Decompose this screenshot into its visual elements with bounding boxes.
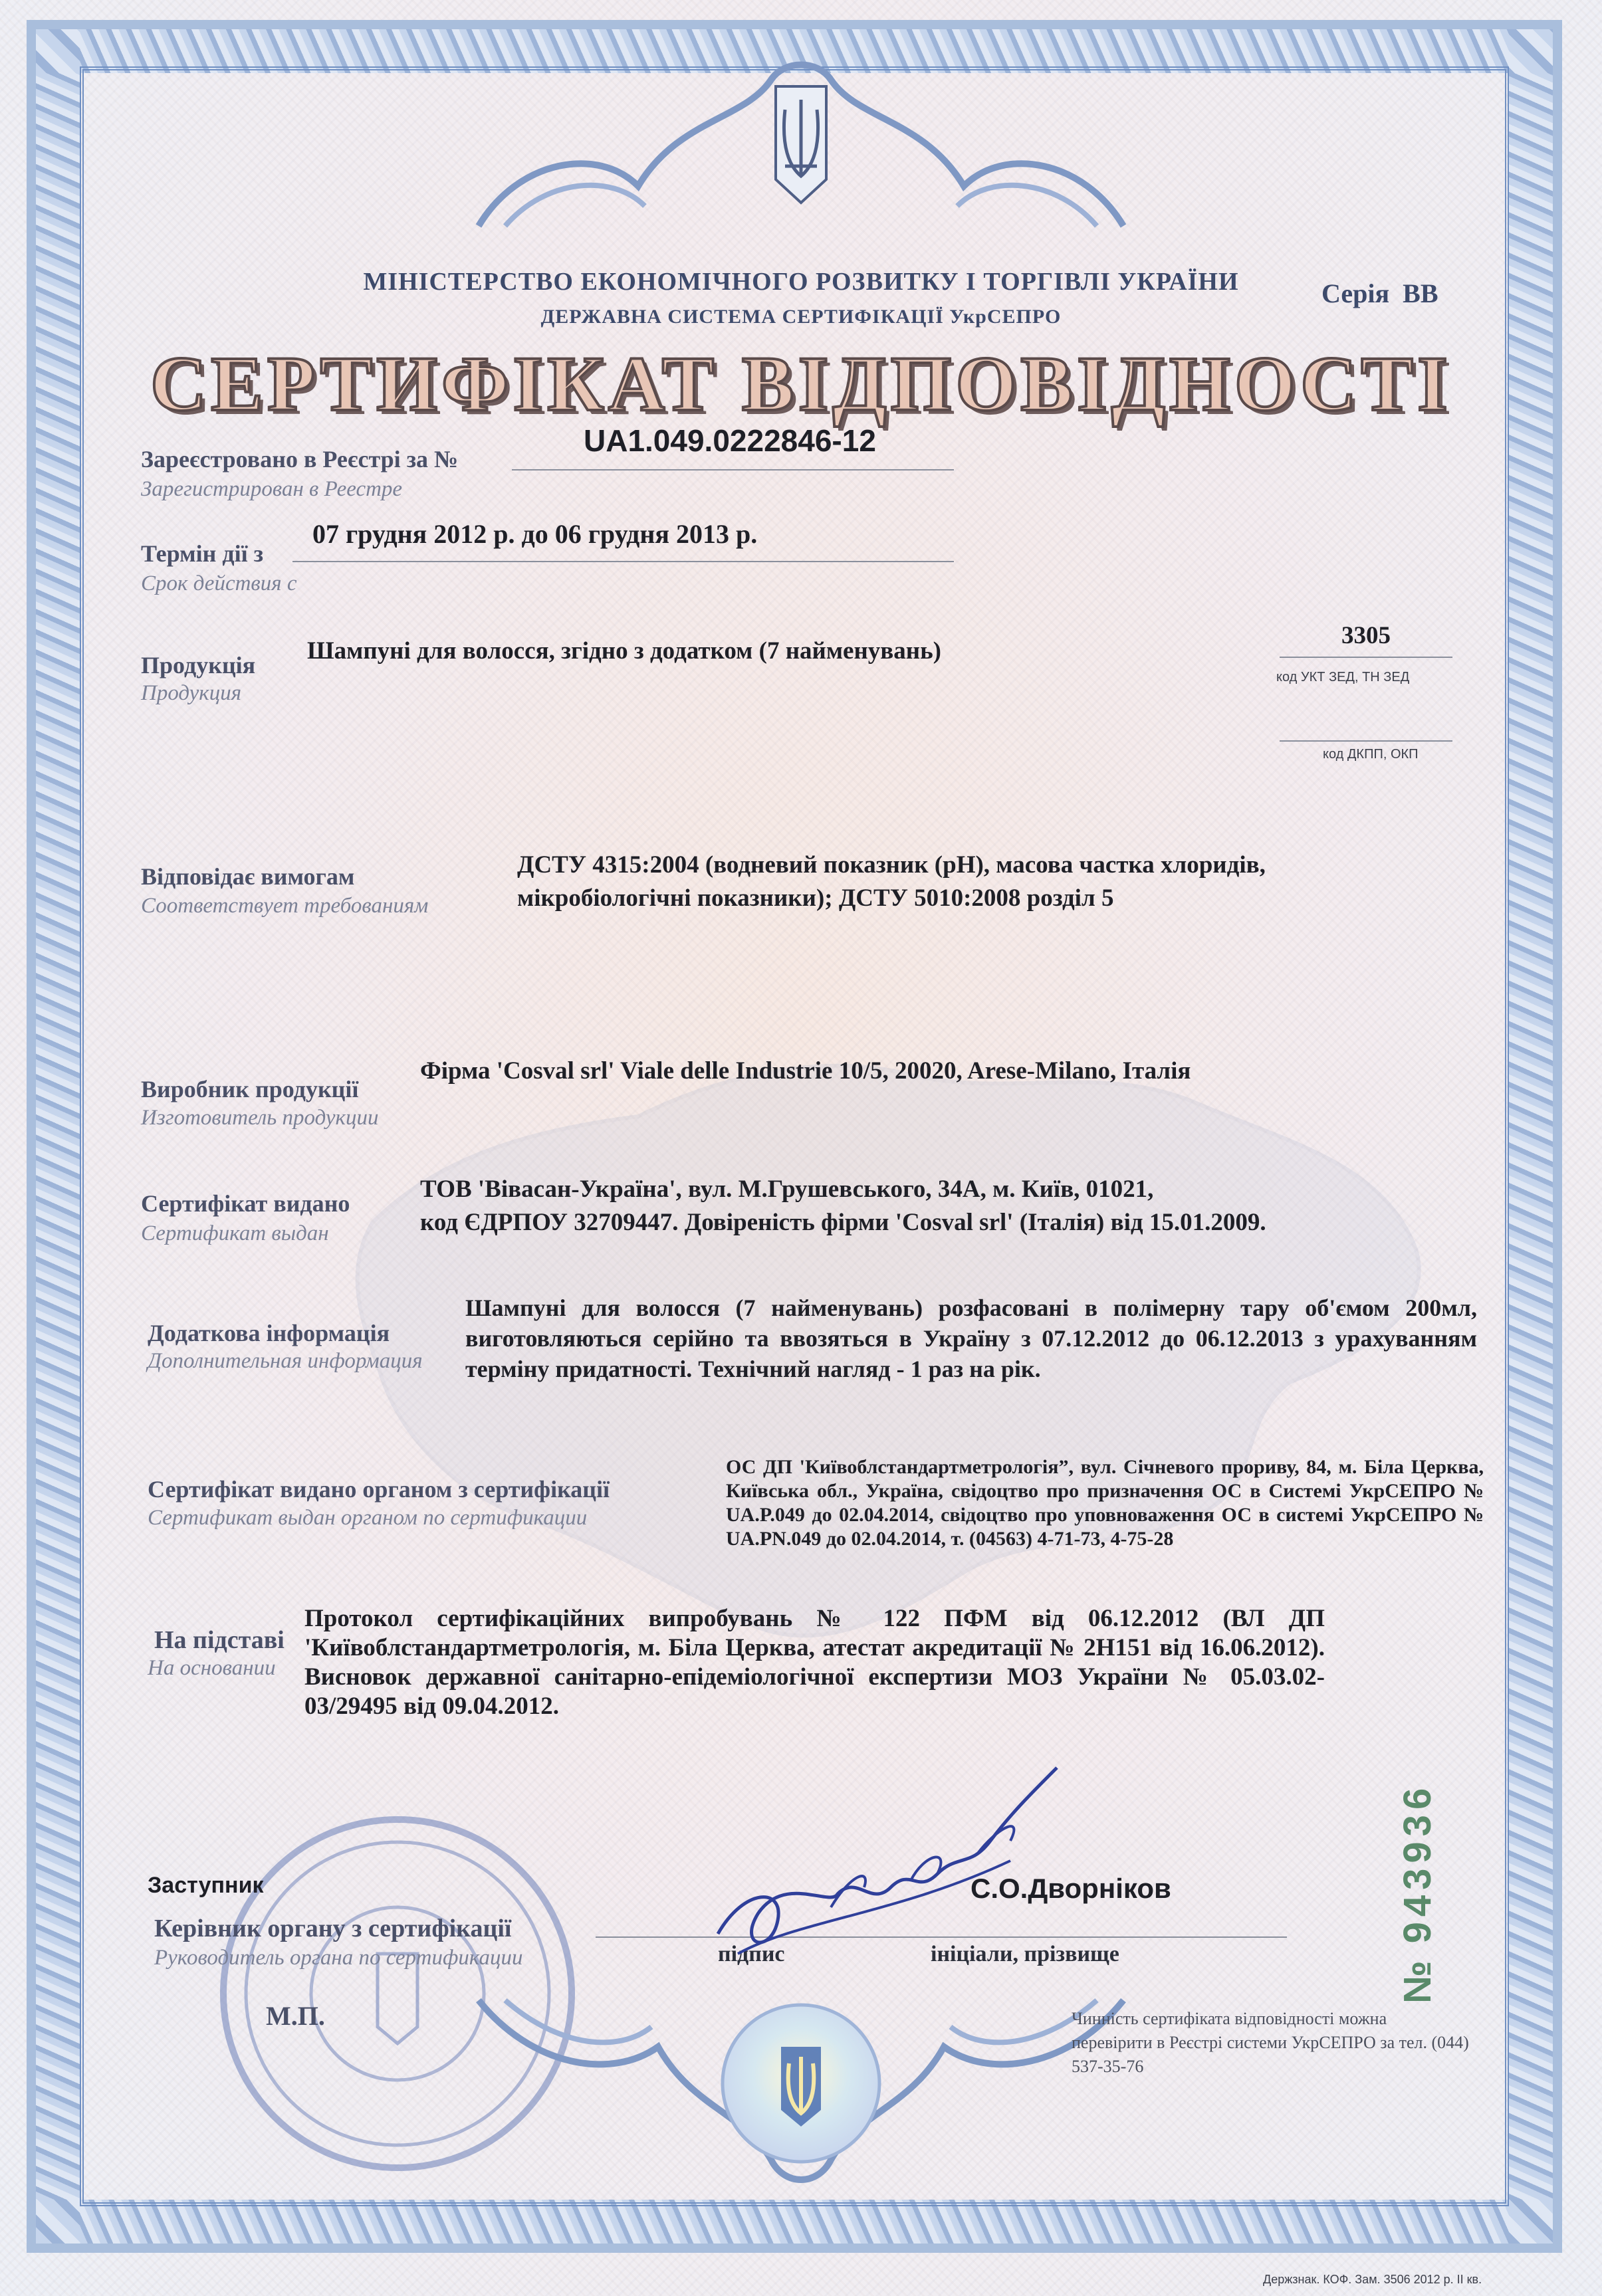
additional-label-ru: Дополнительная информация <box>148 1349 423 1373</box>
hologram-emblem <box>718 2000 884 2166</box>
series-label-text: Серія <box>1321 278 1390 308</box>
certification-system: ДЕРЖАВНА СИСТЕМА СЕРТИФІКАЦІЇ УкрСЕПРО <box>540 306 1062 328</box>
product-label-ua: Продукція <box>141 652 256 678</box>
series-label <box>1321 278 1438 309</box>
handwritten-signature <box>698 1754 1084 1967</box>
deputy-label: Заступник <box>148 1873 264 1898</box>
printer-mark: Держзнак. КОФ. Зам. 3506 2012 р. II кв. <box>1263 2273 1482 2286</box>
serial-prefix: № <box>1396 1955 1439 2004</box>
manufacturer-label-ru: Изготовитель продукции <box>141 1106 379 1130</box>
product-code-value: 3305 <box>1341 622 1391 649</box>
signatory-name: С.О.Дворніков <box>971 1873 1171 1904</box>
validity-label-ru: Срок действия с <box>141 572 297 595</box>
product-code-label-2: код ДКПП, ОКП <box>1323 747 1419 762</box>
issued-to-label-ru: Сертификат выдан <box>141 1221 329 1245</box>
stamp-mark: М.П. <box>266 2001 325 2031</box>
initials-label: ініціали, прізвище <box>931 1942 1119 1966</box>
cert-body-label-ru: Сертификат выдан органом по сертификации <box>148 1506 588 1530</box>
requirements-line-2: мікробіологічні показники); ДСТУ 5010:2008 розділ 5 <box>517 885 1114 912</box>
head-label-ua: Керівник органу з сертифікації <box>154 1915 512 1942</box>
product-code-line <box>1280 657 1452 658</box>
manufacturer-label-ua: Виробник продукції <box>141 1076 359 1102</box>
issued-to-line-2: код ЄДРПОУ 32709447. Довіреність фірми 'Cosval srl' (Італія) від 15.01.2009. <box>420 1209 1266 1236</box>
registry-label-ru: Зарегистрирован в Реестре <box>141 477 403 501</box>
requirements-line-1: ДСТУ 4315:2004 (водневий показник (pH), масова частка хлоридів, <box>517 851 1266 879</box>
head-label-ru: Руководитель органа по сертификации <box>154 1946 523 1970</box>
manufacturer-value: Фірма 'Cosval srl' Viale delle Industrie 10/5, 20020, Arese-Milano, Італія <box>420 1057 1191 1085</box>
sign-label: підпис <box>718 1942 785 1966</box>
validity-period: 07 грудня 2012 р. до 06 грудня 2013 р. <box>312 519 758 549</box>
issued-to-label-ua: Сертифікат видано <box>141 1190 350 1217</box>
product-label-ru: Продукция <box>141 681 242 705</box>
registry-label-ua: Зареєстровано в Реєстрі за № <box>141 446 459 472</box>
serial-value: 943936 <box>1396 1782 1439 1944</box>
basis-text: Протокол сертифікаційних випробувань № 122 ПФМ від 06.12.2012 (ВЛ ДП 'Київоблстандартметрологія, м. Біла Церква, атестат акредитації № 2Н151 від 16.06.2012). Висновок державної санітарно-епідеміологічної експертизи МОЗ України № 05.03.02-03/29495 від 09.04.2012. <box>304 1605 1325 1720</box>
basis-label-ua: На підставі <box>154 1626 285 1654</box>
additional-info-text: Шампуні для волосся (7 найменувань) розфасовані в полімерну тару об'ємом 200мл, виготовляються серійно та ввозяться в Україну з 07.12.2012 до 06.12.2013 з урахуванням терміну придатності. Технічний нагляд - 1 раз на рік. <box>465 1295 1477 1382</box>
registry-number: UA1.049.0222846-12 <box>584 423 876 458</box>
top-ornament <box>465 40 1137 239</box>
requirements-label-ua: Відповідає вимогам <box>141 863 355 890</box>
cert-body-text: ОС ДП 'Київоблстандартметрологія”, вул. Січневого прориву, 84, м. Біла Церква, Київська обл., Україна, свідоцтво про призначення ОС в Системі УкрСЕПРО № UA.P.049 до 02.04.2014, свідоцтво про уповноваження ОС в системі УкрСЕПРО № UA.PN.049 до 02.04.2014, т. (04563) 4-71-73, 4-75-28 <box>726 1456 1484 1550</box>
certificate-title: СЕРТИФІКАТ ВІДПОВІДНОСТІ <box>150 340 1452 427</box>
product-code-label: код УКТ ЗЕД, ТН ЗЕД <box>1276 670 1410 684</box>
cert-body-label-ua: Сертифікат видано органом з сертифікації <box>148 1476 610 1503</box>
requirements-label-ru: Соответствует требованиям <box>141 894 429 918</box>
serial-number-text <box>1396 1783 1439 2004</box>
product-code-line-2 <box>1280 740 1452 742</box>
series-value: ВВ <box>1403 278 1438 308</box>
validity-underline <box>292 561 954 562</box>
ministry-name: МІНІСТЕРСТВО ЕКОНОМІЧНОГО РОЗВИТКУ І ТОРГІВЛІ УКРАЇНИ <box>363 268 1239 296</box>
basis-label-ru: На основании <box>148 1656 276 1680</box>
serial-number-vertical <box>1383 1721 1449 2007</box>
registry-underline <box>512 469 954 470</box>
validity-label-ua: Термін дії з <box>141 540 264 567</box>
trident-emblem-top <box>776 86 826 203</box>
issued-to-line-1: ТОВ 'Вівасан-Україна', вул. М.Грушевського, 34А, м. Київ, 01021, <box>420 1176 1154 1203</box>
registry-check-note: Чинність сертифіката відповідності можна перевірити в Реєстрі системи УкрСЕПРО за тел. (044) 537-35-76 <box>1072 2009 1469 2076</box>
product-name: Шампуні для волосся, згідно з додатком (7 найменувань) <box>307 637 941 665</box>
additional-label-ua: Додаткова інформація <box>148 1320 390 1346</box>
